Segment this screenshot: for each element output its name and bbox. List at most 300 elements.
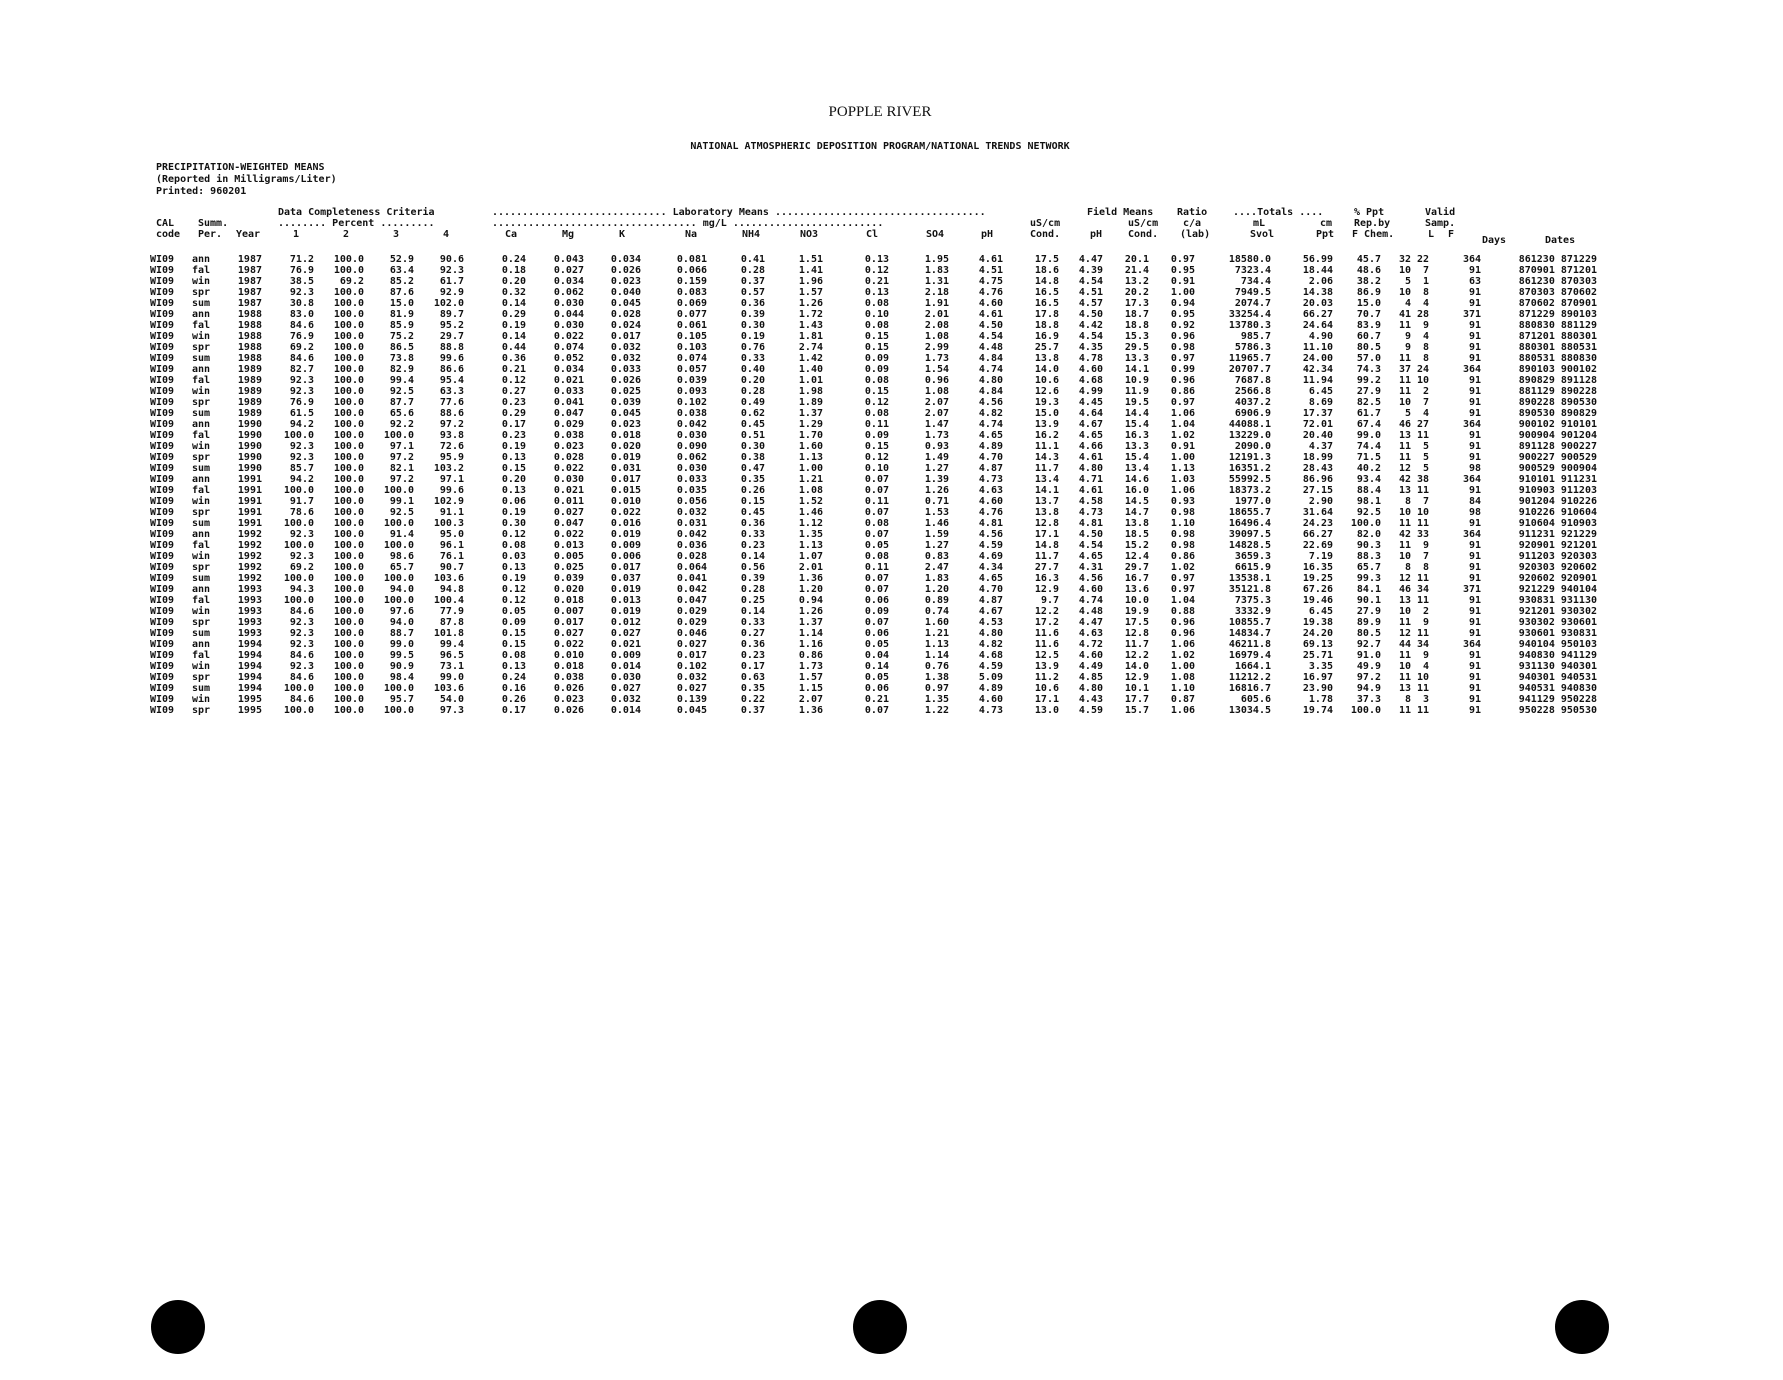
- table-cell: 4.70: [978, 584, 1003, 595]
- table-cell: 0.27: [740, 628, 765, 639]
- table-cell: 0.022: [553, 639, 584, 650]
- table-cell: WI09: [150, 441, 175, 452]
- table-cell: 27: [1416, 419, 1429, 430]
- table-cell: 33254.4: [1228, 309, 1271, 320]
- table-cell: 0.066: [676, 265, 707, 276]
- table-cell: 0.036: [676, 540, 707, 551]
- table-cell: 1.21: [798, 474, 823, 485]
- table-cell: 15.4: [1124, 419, 1149, 430]
- hdr-field-uscm: uS/cm: [1128, 218, 1159, 229]
- table-cell: 40.2: [1356, 463, 1381, 474]
- table-cell: 99.1: [389, 496, 414, 507]
- table-cell: 91: [1468, 518, 1481, 529]
- table-row: [150, 408, 1597, 419]
- meta-line-units: (Reported in Milligrams/Liter): [156, 174, 337, 185]
- table-row: [150, 287, 1597, 298]
- hdr-samp: Samp.: [1425, 218, 1456, 229]
- table-cell: 0.87: [1170, 694, 1195, 705]
- table-cell: 100.0: [333, 562, 364, 573]
- table-cell: 42: [1398, 529, 1411, 540]
- table-cell: 0.077: [676, 309, 707, 320]
- table-cell: 0.95: [1170, 265, 1195, 276]
- table-cell: 871229 890103: [1518, 309, 1597, 320]
- table-cell: 97.2: [1356, 672, 1381, 683]
- table-cell: 4.63: [978, 485, 1003, 496]
- table-cell: 1.51: [798, 254, 823, 265]
- table-cell: 0.006: [610, 551, 641, 562]
- table-cell: 0.08: [864, 298, 889, 309]
- table-cell: 95.2: [439, 320, 464, 331]
- table-cell: 71.5: [1356, 452, 1381, 463]
- table-cell: 4.71: [1078, 474, 1103, 485]
- table-cell: 74.4: [1356, 441, 1381, 452]
- table-cell: 30.8: [289, 298, 314, 309]
- table-cell: 0.15: [864, 342, 889, 353]
- table-cell: WI09: [150, 540, 175, 551]
- table-cell: 93.8: [439, 430, 464, 441]
- table-cell: 0.57: [740, 287, 765, 298]
- table-cell: 1994: [237, 661, 262, 672]
- table-cell: 0.44: [501, 342, 526, 353]
- table-cell: 0.32: [501, 287, 526, 298]
- table-cell: 0.057: [676, 364, 707, 375]
- table-cell: 0.37: [740, 705, 765, 716]
- table-cell: 1.36: [798, 705, 823, 716]
- table-cell: 4.60: [978, 694, 1003, 705]
- table-cell: 19.3: [1034, 397, 1059, 408]
- table-cell: 12.2: [1034, 606, 1059, 617]
- table-cell: 1.83: [924, 573, 949, 584]
- table-cell: 0.20: [501, 474, 526, 485]
- table-cell: 98: [1468, 463, 1481, 474]
- table-cell: 12.8: [1034, 518, 1059, 529]
- table-cell: 0.92: [1170, 320, 1195, 331]
- table-cell: 1.21: [924, 628, 949, 639]
- table-cell: 0.36: [740, 518, 765, 529]
- table-cell: 940531 940830: [1518, 683, 1597, 694]
- table-cell: 2.07: [924, 397, 949, 408]
- table-cell: 13538.1: [1228, 573, 1271, 584]
- table-cell: sum: [192, 518, 211, 529]
- table-cell: win: [192, 386, 211, 397]
- table-cell: 1991: [237, 518, 262, 529]
- table-cell: win: [192, 551, 211, 562]
- table-cell: 91.7: [289, 496, 314, 507]
- table-cell: 0.30: [740, 320, 765, 331]
- table-cell: 0.36: [501, 353, 526, 364]
- table-cell: 98.1: [1356, 496, 1381, 507]
- table-cell: WI09: [150, 452, 175, 463]
- table-cell: 890228 890530: [1518, 397, 1597, 408]
- table-cell: 4.65: [978, 573, 1003, 584]
- table-cell: 0.039: [553, 573, 584, 584]
- table-cell: ann: [192, 474, 211, 485]
- table-row: [150, 353, 1597, 364]
- table-cell: 98.4: [389, 672, 414, 683]
- table-cell: WI09: [150, 331, 175, 342]
- table-cell: 61.7: [439, 276, 464, 287]
- table-cell: 11: [1398, 705, 1411, 716]
- table-cell: 0.05: [864, 639, 889, 650]
- table-cell: 1.53: [924, 507, 949, 518]
- table-cell: 19.9: [1124, 606, 1149, 617]
- table-cell: 1.40: [798, 364, 823, 375]
- table-cell: 861230 870303: [1518, 276, 1597, 287]
- table-cell: 100.0: [333, 364, 364, 375]
- table-row: [150, 606, 1597, 617]
- table-cell: 100.0: [333, 463, 364, 474]
- table-cell: 8: [1422, 353, 1429, 364]
- table-cell: 0.027: [676, 683, 707, 694]
- table-row: [150, 386, 1597, 397]
- table-cell: 0.045: [610, 408, 641, 419]
- table-cell: 75.2: [389, 331, 414, 342]
- table-cell: 7687.8: [1234, 375, 1271, 386]
- table-cell: 0.36: [740, 639, 765, 650]
- table-cell: 29.7: [1124, 562, 1149, 573]
- table-cell: 0.042: [676, 529, 707, 540]
- table-cell: 99.6: [439, 353, 464, 364]
- hdr-svol: Svol: [1250, 229, 1275, 240]
- table-cell: 371: [1462, 309, 1481, 320]
- table-cell: 101.8: [433, 628, 464, 639]
- table-cell: 11: [1398, 375, 1411, 386]
- table-cell: 4.82: [978, 639, 1003, 650]
- table-cell: 95.7: [389, 694, 414, 705]
- table-cell: 55992.5: [1228, 474, 1271, 485]
- table-cell: 0.35: [740, 683, 765, 694]
- table-cell: 97.1: [439, 474, 464, 485]
- table-cell: 1.13: [798, 452, 823, 463]
- table-cell: 1.57: [798, 672, 823, 683]
- table-cell: 890530 890829: [1518, 408, 1597, 419]
- table-cell: 91: [1468, 320, 1481, 331]
- table-cell: 0.06: [864, 683, 889, 694]
- table-cell: 0.023: [610, 419, 641, 430]
- table-cell: 1.06: [1170, 485, 1195, 496]
- table-cell: 10: [1416, 672, 1429, 683]
- table-cell: 0.38: [740, 452, 765, 463]
- table-cell: 90.6: [439, 254, 464, 265]
- table-cell: 18.8: [1034, 320, 1059, 331]
- table-cell: 931130 940301: [1518, 661, 1597, 672]
- table-cell: 14.1: [1034, 485, 1059, 496]
- punch-hole-center: [853, 1300, 907, 1354]
- table-cell: 28.43: [1302, 463, 1333, 474]
- table-cell: 20.40: [1302, 430, 1333, 441]
- table-cell: 1.73: [798, 661, 823, 672]
- table-cell: 1.42: [798, 353, 823, 364]
- table-cell: 1.00: [1170, 452, 1195, 463]
- table-cell: 13: [1398, 430, 1411, 441]
- table-cell: 15.4: [1124, 452, 1149, 463]
- table-cell: 1994: [237, 683, 262, 694]
- table-cell: 2.07: [798, 694, 823, 705]
- table-cell: 17.1: [1034, 694, 1059, 705]
- table-cell: 1990: [237, 463, 262, 474]
- table-cell: 1.02: [1170, 650, 1195, 661]
- table-cell: 84.6: [289, 320, 314, 331]
- table-cell: 0.08: [864, 518, 889, 529]
- hdr-field-ph: pH: [1090, 229, 1103, 240]
- table-cell: ann: [192, 639, 211, 650]
- hdr-ml: mL: [1253, 218, 1266, 229]
- table-cell: 1992: [237, 551, 262, 562]
- table-cell: 5: [1422, 452, 1429, 463]
- table-cell: 11.7: [1034, 463, 1059, 474]
- table-cell: 4.89: [978, 441, 1003, 452]
- hdr-cl: Cl: [866, 229, 879, 240]
- table-cell: 95.0: [439, 529, 464, 540]
- table-cell: WI09: [150, 309, 175, 320]
- table-cell: 91: [1468, 672, 1481, 683]
- table-cell: 4: [1422, 298, 1429, 309]
- table-cell: 10: [1398, 507, 1411, 518]
- table-cell: 0.86: [1170, 551, 1195, 562]
- table-cell: 100.0: [333, 551, 364, 562]
- table-cell: 88.4: [1356, 485, 1381, 496]
- table-cell: 1.60: [924, 617, 949, 628]
- table-cell: 1.35: [924, 694, 949, 705]
- table-cell: 1993: [237, 606, 262, 617]
- table-cell: 1.98: [798, 386, 823, 397]
- table-cell: 13.4: [1034, 474, 1059, 485]
- table-row: [150, 628, 1597, 639]
- table-cell: 4.56: [978, 529, 1003, 540]
- table-cell: 13.2: [1124, 276, 1149, 287]
- table-cell: 100.0: [333, 518, 364, 529]
- table-cell: 91.0: [1356, 650, 1381, 661]
- table-cell: 24: [1416, 364, 1429, 375]
- table-cell: 1993: [237, 595, 262, 606]
- table-cell: 0.96: [1170, 375, 1195, 386]
- table-cell: 4.45: [1078, 397, 1103, 408]
- table-cell: 0.19: [501, 320, 526, 331]
- table-cell: 891128 900227: [1518, 441, 1597, 452]
- table-cell: 13.0: [1034, 705, 1059, 716]
- table-cell: 24.00: [1302, 353, 1333, 364]
- table-cell: WI09: [150, 683, 175, 694]
- table-cell: 22.69: [1302, 540, 1333, 551]
- table-cell: 4: [1422, 408, 1429, 419]
- table-cell: 54.0: [439, 694, 464, 705]
- table-cell: 97.2: [389, 452, 414, 463]
- table-cell: 1.10: [1170, 683, 1195, 694]
- table-cell: 1.49: [924, 452, 949, 463]
- table-cell: 98: [1468, 507, 1481, 518]
- table-cell: 0.037: [610, 573, 641, 584]
- table-cell: WI09: [150, 342, 175, 353]
- table-cell: 0.025: [610, 386, 641, 397]
- table-cell: 0.97: [1170, 573, 1195, 584]
- table-cell: 6.45: [1308, 386, 1333, 397]
- table-cell: 92.3: [289, 551, 314, 562]
- table-cell: 71.2: [289, 254, 314, 265]
- table-cell: 86.9: [1356, 287, 1381, 298]
- table-cell: 1.06: [1170, 408, 1195, 419]
- table-cell: 92.2: [389, 419, 414, 430]
- table-row: [150, 683, 1597, 694]
- table-cell: 0.030: [553, 320, 584, 331]
- hdr-lab-means: ............................. Laboratory Means ...................................: [492, 207, 986, 218]
- table-cell: 1987: [237, 287, 262, 298]
- table-cell: 9: [1422, 320, 1429, 331]
- table-cell: 0.71: [924, 496, 949, 507]
- table-cell: 0.97: [1170, 397, 1195, 408]
- table-cell: 0.18: [501, 265, 526, 276]
- table-cell: 911231 921229: [1518, 529, 1597, 540]
- table-cell: 0.98: [1170, 529, 1195, 540]
- table-cell: 0.62: [740, 408, 765, 419]
- table-cell: 0.045: [676, 705, 707, 716]
- table-cell: 91: [1468, 573, 1481, 584]
- table-cell: 0.26: [501, 694, 526, 705]
- table-cell: 1.04: [1170, 595, 1195, 606]
- table-cell: 94.9: [1356, 683, 1381, 694]
- table-cell: WI09: [150, 254, 175, 265]
- table-cell: sum: [192, 683, 211, 694]
- table-cell: 32: [1398, 254, 1411, 265]
- table-cell: 91: [1468, 606, 1481, 617]
- table-cell: 0.028: [553, 452, 584, 463]
- table-cell: sum: [192, 408, 211, 419]
- table-cell: 0.16: [501, 683, 526, 694]
- table-cell: 13: [1398, 485, 1411, 496]
- table-cell: 0.05: [864, 672, 889, 683]
- table-cell: 870602 870901: [1518, 298, 1597, 309]
- table-cell: 0.019: [610, 529, 641, 540]
- table-cell: 89.9: [1356, 617, 1381, 628]
- table-cell: 2.06: [1308, 276, 1333, 287]
- table-cell: 0.022: [553, 529, 584, 540]
- table-cell: 0.041: [676, 573, 707, 584]
- table-cell: 0.034: [553, 276, 584, 287]
- table-cell: 1.91: [924, 298, 949, 309]
- table-cell: 1.43: [798, 320, 823, 331]
- table-cell: 0.038: [676, 408, 707, 419]
- table-cell: 4.54: [978, 331, 1003, 342]
- table-cell: 100.0: [333, 606, 364, 617]
- table-cell: 13.4: [1124, 463, 1149, 474]
- table-cell: 28: [1416, 309, 1429, 320]
- table-cell: 4.73: [978, 705, 1003, 716]
- table-cell: 13.6: [1124, 584, 1149, 595]
- table-cell: 0.76: [924, 661, 949, 672]
- table-cell: 90.1: [1356, 595, 1381, 606]
- table-cell: 0.86: [798, 650, 823, 661]
- table-cell: 92.3: [289, 529, 314, 540]
- table-cell: 91: [1468, 661, 1481, 672]
- table-cell: 13780.3: [1228, 320, 1271, 331]
- table-cell: 103.6: [433, 573, 464, 584]
- table-cell: 0.30: [501, 518, 526, 529]
- table-cell: 24.23: [1302, 518, 1333, 529]
- table-cell: 9: [1422, 650, 1429, 661]
- table-cell: 0.034: [610, 254, 641, 265]
- table-cell: 67.26: [1302, 584, 1333, 595]
- table-cell: 0.021: [553, 485, 584, 496]
- table-cell: 97.2: [389, 474, 414, 485]
- table-cell: 11: [1398, 540, 1411, 551]
- table-cell: 85.9: [389, 320, 414, 331]
- table-cell: 4.37: [1308, 441, 1333, 452]
- table-cell: 1.41: [798, 265, 823, 276]
- table-cell: 0.102: [676, 397, 707, 408]
- table-cell: 80.5: [1356, 628, 1381, 639]
- table-cell: 2.01: [798, 562, 823, 573]
- table-cell: 4.68: [978, 650, 1003, 661]
- table-row: [150, 595, 1597, 606]
- table-row: [150, 375, 1597, 386]
- table-cell: 11: [1398, 320, 1411, 331]
- table-cell: 0.031: [676, 518, 707, 529]
- table-cell: 0.011: [553, 496, 584, 507]
- table-cell: 5.09: [978, 672, 1003, 683]
- table-cell: 20.1: [1124, 254, 1149, 265]
- table-cell: 80.5: [1356, 342, 1381, 353]
- table-cell: 92.3: [289, 661, 314, 672]
- table-cell: 0.030: [553, 298, 584, 309]
- table-cell: 890829 891128: [1518, 375, 1597, 386]
- table-cell: fal: [192, 320, 211, 331]
- table-cell: win: [192, 441, 211, 452]
- table-cell: 100.0: [333, 705, 364, 716]
- table-cell: ann: [192, 309, 211, 320]
- table-cell: 0.39: [740, 309, 765, 320]
- table-cell: 100.0: [383, 485, 414, 496]
- table-cell: 0.30: [740, 441, 765, 452]
- table-cell: 0.96: [924, 375, 949, 386]
- table-cell: 100.0: [333, 617, 364, 628]
- table-cell: 0.39: [740, 573, 765, 584]
- table-cell: 10: [1398, 551, 1411, 562]
- table-cell: 0.030: [676, 463, 707, 474]
- table-cell: 12: [1398, 463, 1411, 474]
- table-cell: 880301 880531: [1518, 342, 1597, 353]
- table-cell: 0.15: [864, 386, 889, 397]
- table-cell: 41: [1398, 309, 1411, 320]
- table-cell: 1.22: [924, 705, 949, 716]
- table-cell: 92.3: [439, 265, 464, 276]
- table-cell: WI09: [150, 595, 175, 606]
- table-cell: 0.033: [610, 364, 641, 375]
- table-cell: spr: [192, 562, 211, 573]
- table-cell: 3.35: [1308, 661, 1333, 672]
- table-cell: 13.9: [1034, 661, 1059, 672]
- table-cell: 100.0: [333, 375, 364, 386]
- table-cell: 84.6: [289, 650, 314, 661]
- table-row: [150, 540, 1597, 551]
- table-cell: spr: [192, 452, 211, 463]
- table-cell: 85.2: [389, 276, 414, 287]
- table-cell: 0.029: [676, 617, 707, 628]
- punch-hole-left: [151, 1300, 205, 1354]
- table-cell: 0.24: [501, 254, 526, 265]
- table-cell: 0.039: [610, 397, 641, 408]
- table-cell: 9.7: [1040, 595, 1059, 606]
- table-cell: 11: [1416, 430, 1429, 441]
- table-cell: 0.15: [501, 463, 526, 474]
- table-cell: 11.6: [1034, 628, 1059, 639]
- table-cell: 100.0: [333, 265, 364, 276]
- table-cell: WI09: [150, 661, 175, 672]
- table-cell: 940301 940531: [1518, 672, 1597, 683]
- table-cell: 0.102: [676, 661, 707, 672]
- table-cell: 1.13: [924, 639, 949, 650]
- table-cell: 4.58: [1078, 496, 1103, 507]
- table-cell: 1990: [237, 430, 262, 441]
- table-cell: 0.032: [676, 507, 707, 518]
